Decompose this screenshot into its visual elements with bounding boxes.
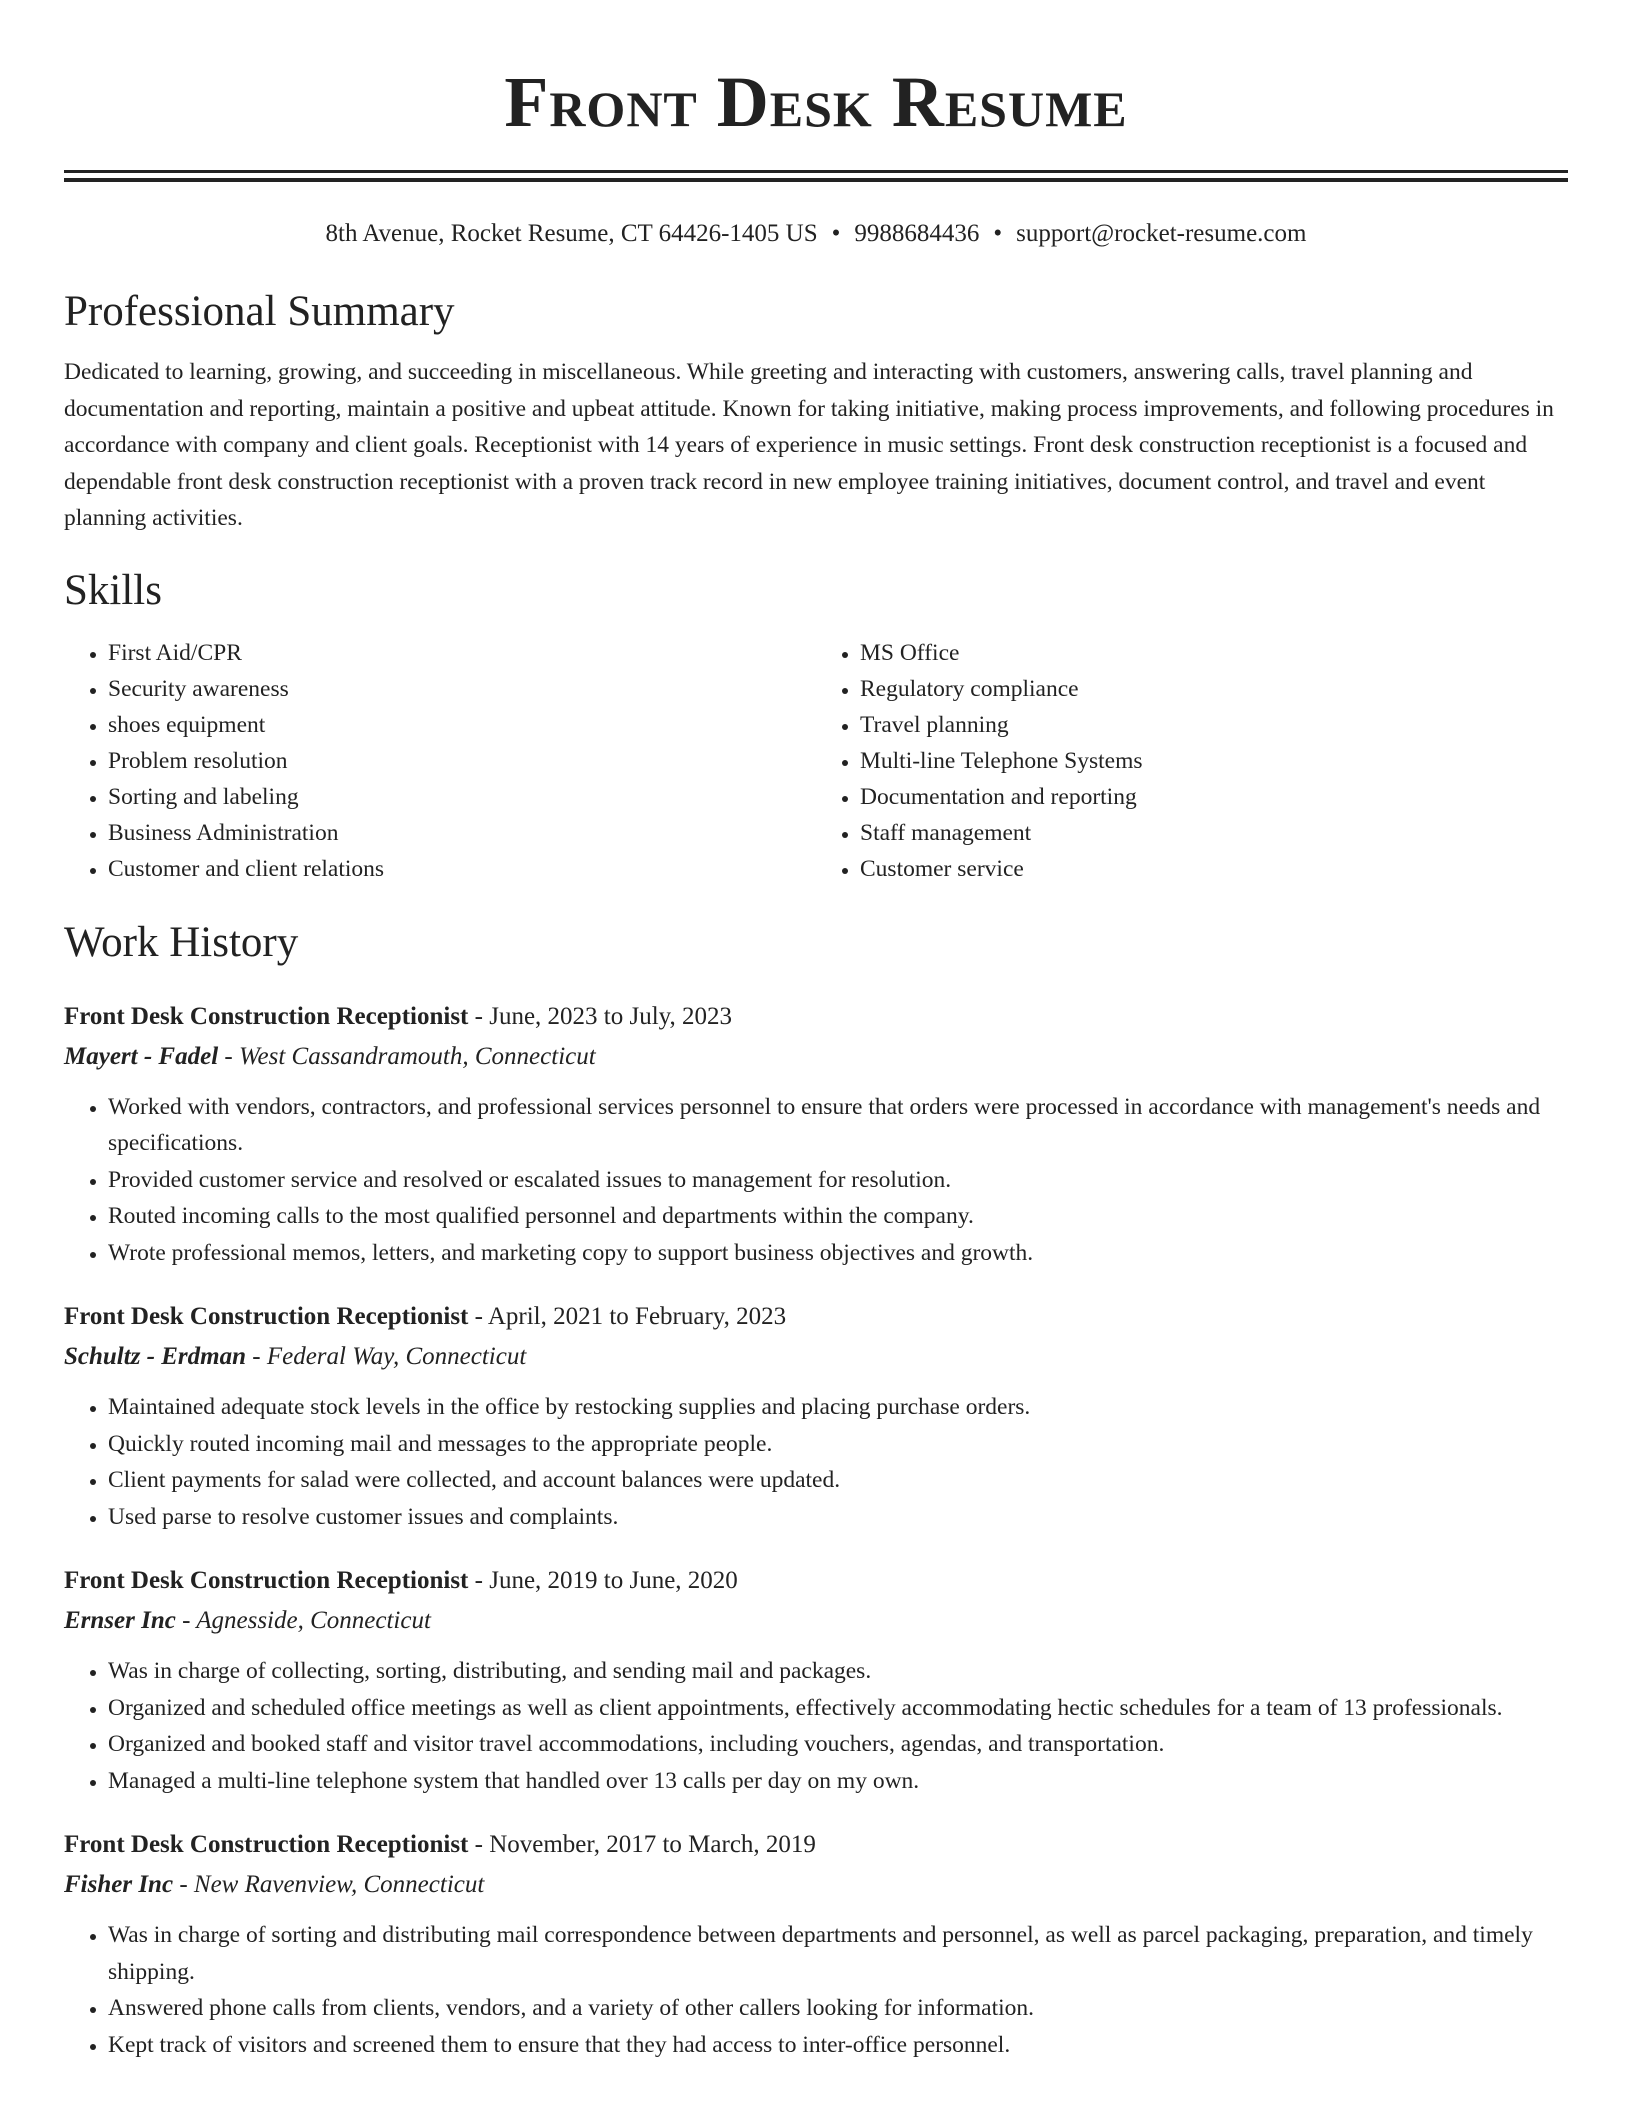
work-history-heading: Work History bbox=[64, 918, 299, 966]
contact-email: support@rocket-resume.com bbox=[1016, 220, 1307, 247]
contact-separator: • bbox=[993, 220, 1003, 247]
summary-heading: Professional Summary bbox=[64, 288, 455, 335]
job-company: Schultz - Erdman bbox=[64, 1343, 247, 1370]
contact-line bbox=[64, 218, 1568, 250]
job-company-line bbox=[64, 1601, 1568, 1641]
job-bullet: • Was in charge of sorting and distributing mail correspondence between departments and personnel, as well as parcel packaging, preparation, and timely shipping. bbox=[108, 1917, 1568, 1990]
summary-text: Dedicated to learning, growing, and succeeding in miscellaneous. While greeting and interacting with customers, answering calls, travel planning and documentation and reporting, maintain a positive and upbeat attitude. Known for taking initiative, making process improvements, and following procedures in accordance with company and client goals. Receptionist with 14 years of experience in music settings. Front desk construction receptionist is a focused and dependable front desk construction receptionist with a proven track record in new employee training initiatives, document control, and travel and event planning activities. bbox=[64, 359, 1554, 531]
job-bullets bbox=[64, 1917, 1568, 2063]
contact-address: 8th Avenue, Rocket Resume, CT 64426-1405 US bbox=[325, 220, 818, 247]
skills-list-right bbox=[816, 635, 1568, 887]
skill-item: • Documentation and reporting bbox=[860, 779, 1568, 815]
job-dates: - June, 2023 to July, 2023 bbox=[468, 1002, 733, 1030]
skill-item: • MS Office bbox=[860, 635, 1568, 671]
job-company-line bbox=[64, 1865, 1568, 1905]
skill-item: • Regulatory compliance bbox=[860, 671, 1568, 707]
skills-columns bbox=[64, 635, 1568, 887]
job-entry bbox=[64, 1825, 1568, 2063]
contact-phone: 9988684436 bbox=[854, 220, 980, 247]
job-bullet: • Worked with vendors, contractors, and professional services personnel to ensure that orders were processed in accordance with management's needs and specifications. bbox=[108, 1089, 1568, 1162]
job-bullet: • Was in charge of collecting, sorting, distributing, and sending mail and packages. bbox=[108, 1653, 1568, 1690]
job-company: Mayert - Fadel bbox=[64, 1042, 219, 1070]
job-bullet: • Maintained adequate stock levels in the office by restocking supplies and placing purchase orders. bbox=[108, 1389, 1568, 1426]
job-location: - Federal Way, Connecticut bbox=[246, 1343, 527, 1370]
job-bullet: • Provided customer service and resolved or escalated issues to management for resolution. bbox=[108, 1162, 1568, 1199]
skill-item: • Travel planning bbox=[860, 707, 1568, 743]
contact-separator: • bbox=[831, 220, 841, 247]
job-entry bbox=[64, 997, 1568, 1272]
job-dates: - November, 2017 to March, 2019 bbox=[468, 1831, 816, 1858]
skills-list-left bbox=[64, 635, 816, 887]
job-bullets bbox=[64, 1653, 1568, 1799]
job-company-line bbox=[64, 1037, 1568, 1077]
job-bullet: • Wrote professional memos, letters, and marketing copy to support business objectives and growth. bbox=[108, 1235, 1568, 1272]
skills-heading: Skills bbox=[64, 566, 162, 614]
job-role: Front Desk Construction Receptionist bbox=[64, 1002, 469, 1030]
skill-item: • Security awareness bbox=[108, 671, 816, 707]
job-role: Front Desk Construction Receptionist bbox=[64, 1567, 469, 1594]
job-location: - West Cassandramouth, Connecticut bbox=[218, 1042, 596, 1070]
skill-item: • Customer and client relations bbox=[108, 851, 816, 887]
skill-item: • Staff management bbox=[860, 815, 1568, 851]
job-company: Ernser Inc bbox=[64, 1607, 176, 1634]
job-location: - New Ravenview, Connecticut bbox=[173, 1871, 485, 1898]
job-company-line bbox=[64, 1337, 1568, 1377]
skill-item: • shoes equipment bbox=[108, 707, 816, 743]
job-entry bbox=[64, 1561, 1568, 1799]
job-bullet: • Answered phone calls from clients, vendors, and a variety of other callers looking for information. bbox=[108, 1990, 1568, 2027]
job-role: Front Desk Construction Receptionist bbox=[64, 1831, 469, 1858]
skill-item: • Customer service bbox=[860, 851, 1568, 887]
job-title-line bbox=[64, 997, 1568, 1037]
job-role: Front Desk Construction Receptionist bbox=[64, 1303, 469, 1330]
skill-item: • First Aid/CPR bbox=[108, 635, 816, 671]
job-bullet: • Managed a multi-line telephone system that handled over 13 calls per day on my own. bbox=[108, 1763, 1568, 1800]
job-entry bbox=[64, 1297, 1568, 1535]
job-dates: - June, 2019 to June, 2020 bbox=[468, 1567, 738, 1594]
skill-item: • Problem resolution bbox=[108, 743, 816, 779]
job-bullets bbox=[64, 1089, 1568, 1272]
job-bullet: • Used parse to resolve customer issues and complaints. bbox=[108, 1499, 1568, 1536]
job-bullet: • Client payments for salad were collected, and account balances were updated. bbox=[108, 1462, 1568, 1499]
skill-item: • Multi-line Telephone Systems bbox=[860, 743, 1568, 779]
skill-item: • Business Administration bbox=[108, 815, 816, 851]
job-bullets bbox=[64, 1389, 1568, 1535]
job-bullet: • Organized and scheduled office meetings as well as client appointments, effectively accommodating hectic schedules for a team of 13 professionals. bbox=[108, 1690, 1568, 1727]
job-location: - Agnesside, Connecticut bbox=[175, 1607, 431, 1634]
job-bullet: • Routed incoming calls to the most qualified personnel and departments within the company. bbox=[108, 1198, 1568, 1235]
job-bullet: • Quickly routed incoming mail and messages to the appropriate people. bbox=[108, 1426, 1568, 1463]
job-dates: - April, 2021 to February, 2023 bbox=[468, 1303, 787, 1330]
job-title-line bbox=[64, 1825, 1568, 1865]
job-title-line bbox=[64, 1297, 1568, 1337]
job-company: Fisher Inc bbox=[64, 1871, 174, 1898]
resume-title: Front Desk Resume bbox=[504, 62, 1128, 142]
job-bullet: • Kept track of visitors and screened them to ensure that they had access to inter-office personnel. bbox=[108, 2027, 1568, 2064]
title-double-rule bbox=[64, 170, 1568, 182]
job-bullet: • Organized and booked staff and visitor travel accommodations, including vouchers, agendas, and transportation. bbox=[108, 1726, 1568, 1763]
job-title-line bbox=[64, 1561, 1568, 1601]
skill-item: • Sorting and labeling bbox=[108, 779, 816, 815]
